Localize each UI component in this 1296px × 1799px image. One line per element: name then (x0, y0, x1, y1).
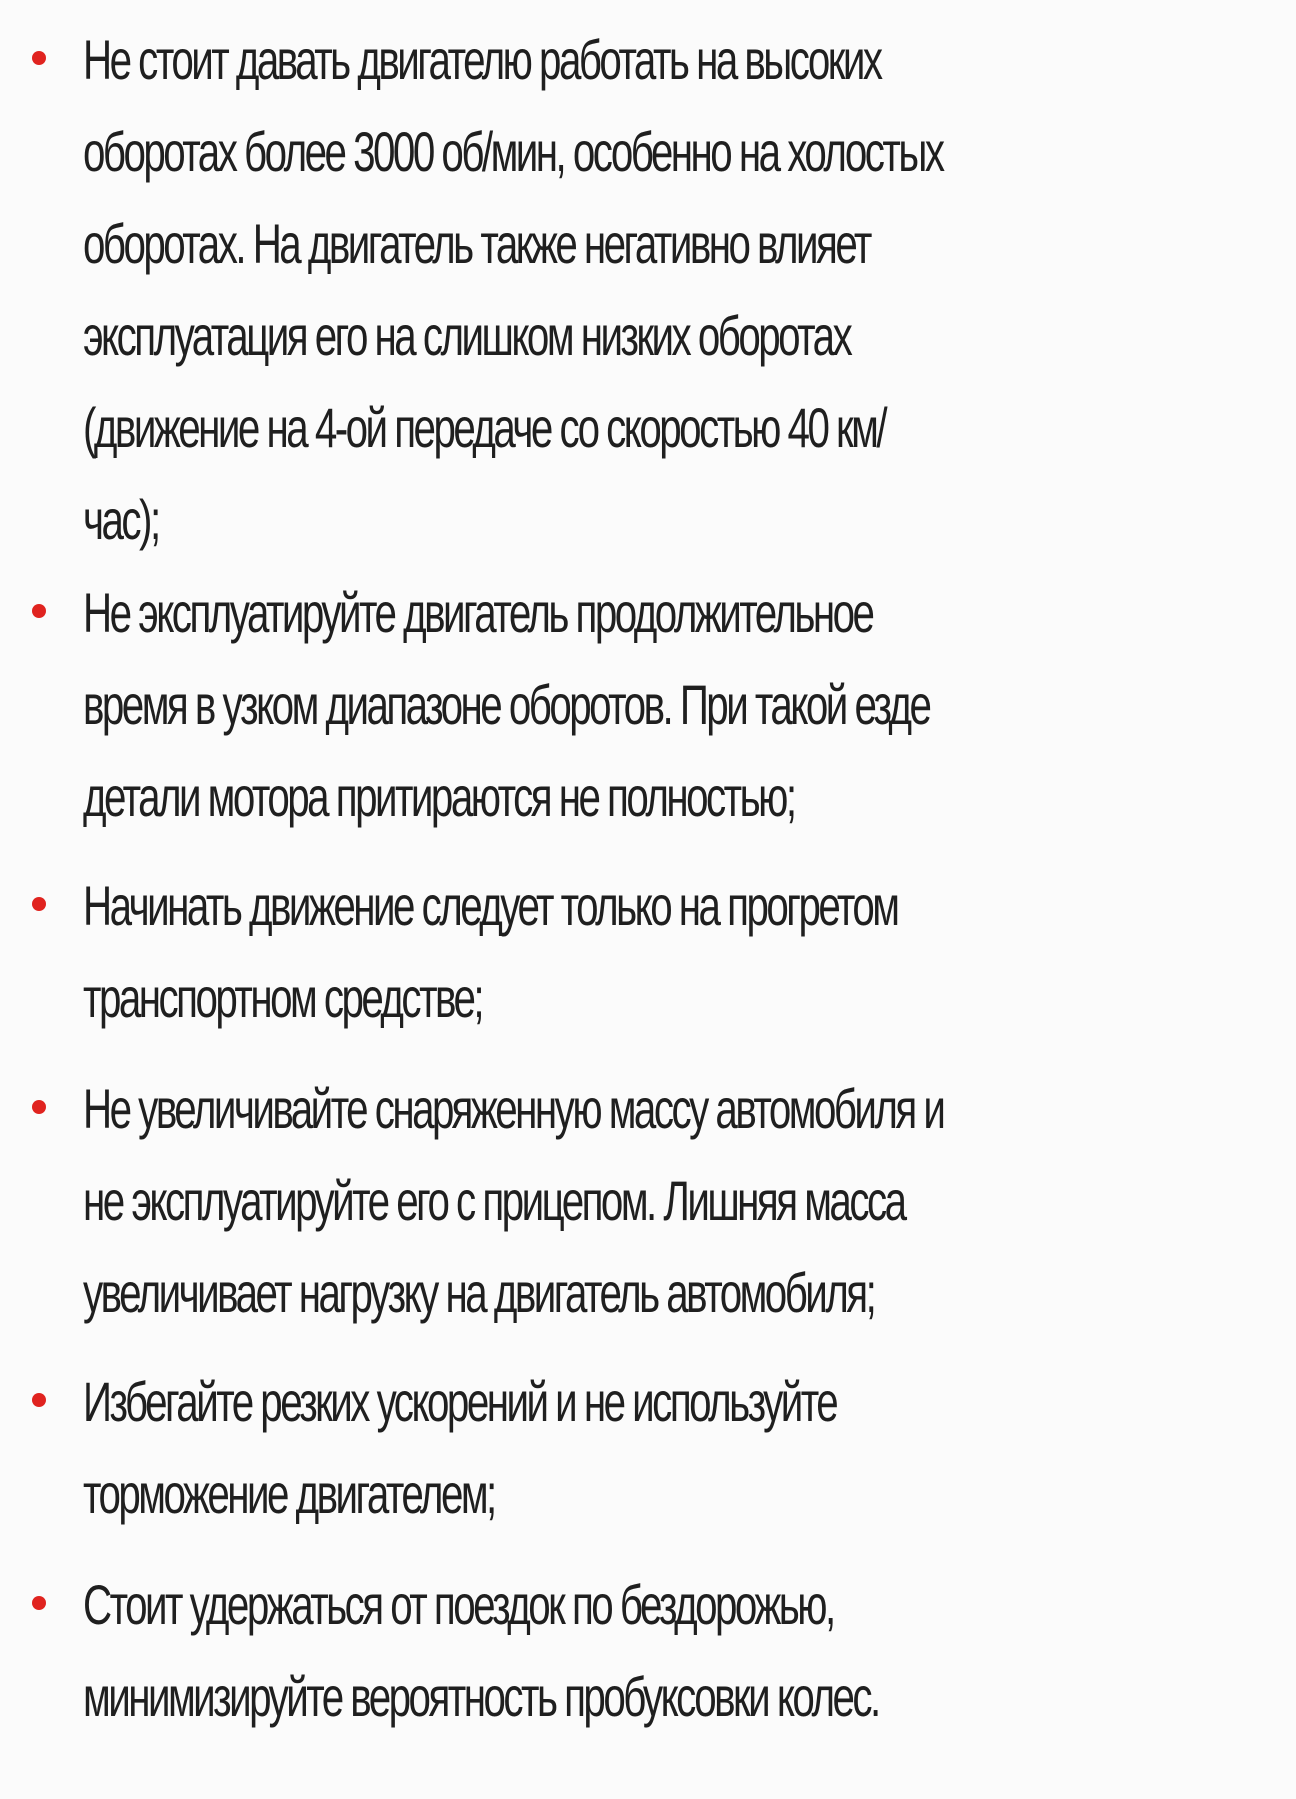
bullet-dot-icon (32, 604, 46, 618)
bullet-dot-icon (32, 51, 46, 65)
list-item-text: Не увеличивайте снаряженную массу автомобиля и не эксплуатируйте его с прицепом. Лишняя масса увеличивает нагрузку на двигатель автомобиля; (83, 1077, 944, 1324)
bullet-dot-icon (32, 1596, 46, 1610)
list-item-text: Не эксплуатируйте двигатель продолжительное время в узком диапазоне оборотов. При такой езде детали мотора притираются не полностью; (83, 581, 930, 828)
list-item-text: Избегайте резких ускорений и не используйте торможение двигателем; (83, 1370, 837, 1525)
bullet-dot-icon (32, 1100, 46, 1114)
bullet-dot-icon (32, 1393, 46, 1407)
bullet-dot-icon (32, 897, 46, 911)
list-item-text: Не стоит давать двигателю работать на высоких оборотах более 3000 об/мин, особенно на холостых оборотах. На двигатель также негативно влияет эксплуатация его на слишком низких оборотах (движение на 4-ой передаче со скоростью 40 км/ час); (83, 28, 943, 551)
list-item-text: Начинать движение следует только на прогретом транспортном средстве; (83, 874, 898, 1029)
list-item-text: Стоит удержаться от поездок по бездорожью, минимизируйте вероятность пробуксовки колес. (83, 1573, 879, 1728)
